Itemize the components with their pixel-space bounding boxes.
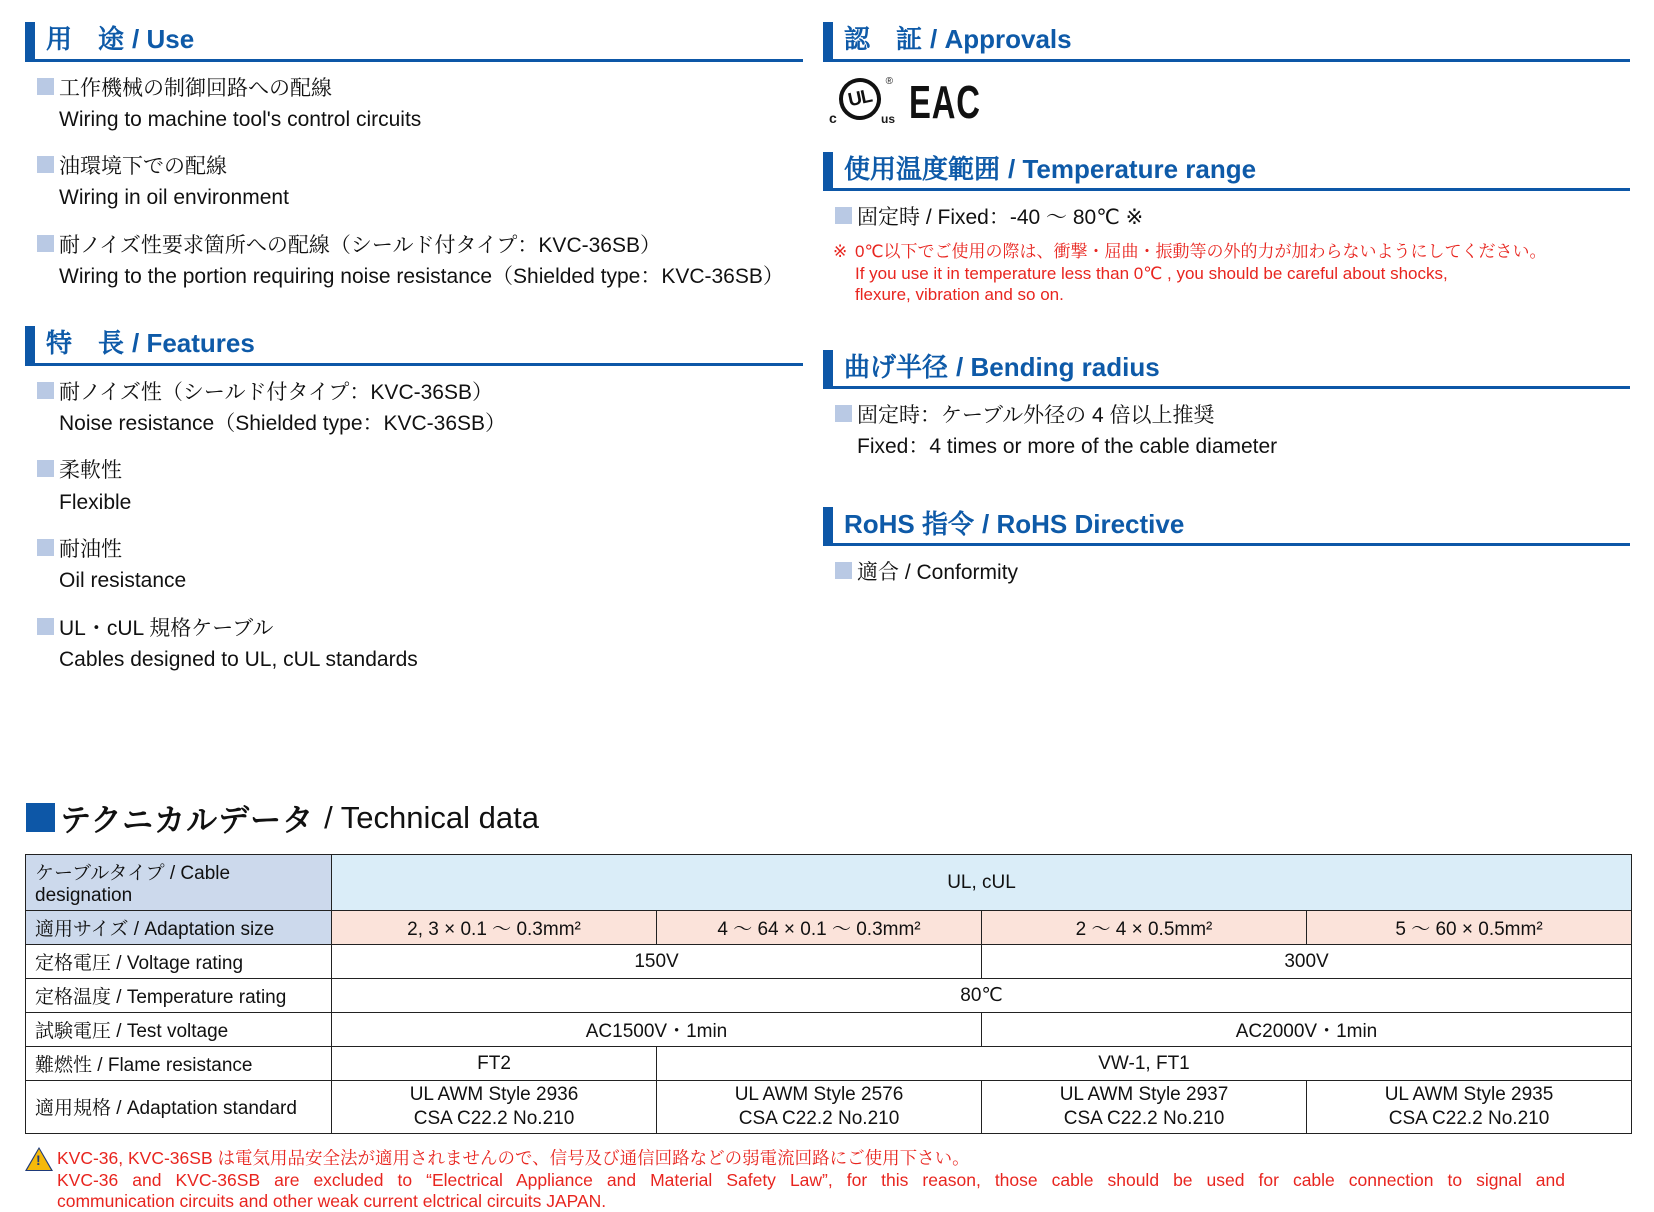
rohs-title-en: / RoHS Directive (982, 508, 1185, 539)
rohs-title-jp: RoHS 指令 (844, 508, 975, 539)
table-row-cable-designation (26, 855, 1632, 911)
adaptation-standard-1 (332, 1081, 657, 1134)
warning-en-line1: KVC-36 and KVC-36SB are excluded to “Electrical Appliance and Material Safety Law”, for this reason, those cable should be used for cable connection to signal and (57, 1169, 1565, 1190)
cULus-us: us (880, 111, 895, 126)
bullet-square-icon (37, 539, 54, 556)
temperature-note-en1: If you use it in temperature less than 0℃ , you should be careful about shocks, (855, 263, 1448, 283)
left-column (25, 22, 803, 693)
section-use (25, 22, 803, 290)
feature-item-1-jp: 耐ノイズ性（シールド付タイプ：KVC-36SB） (59, 380, 493, 404)
standard-line-1: UL AWM Style 2576 (734, 1084, 904, 1106)
use-item-3-jp: 耐ノイズ性要求箇所への配線（シールド付タイプ：KVC-36SB） (59, 233, 661, 257)
temperature-note (833, 241, 1630, 305)
approvals-section-header (823, 22, 1630, 62)
standard-line-2: CSA C22.2 No.210 (1063, 1107, 1225, 1129)
adaptation-size-3: 2 ～ 4 × 0.5mm² (982, 911, 1307, 945)
flame-resistance-1: FT2 (332, 1047, 657, 1081)
feature-item-2-jp: 柔軟性 (59, 459, 122, 483)
use-title-jp: 用 途 (46, 24, 125, 54)
rohs-item (835, 559, 1630, 586)
adaptation-standard-3 (982, 1081, 1307, 1134)
temperature-note-mark: ※ (833, 242, 848, 262)
feature-item-3-en: Oil resistance (59, 569, 187, 593)
use-item-1-en: Wiring to machine tool's control circuits (59, 107, 422, 131)
bottom-warning-note (27, 1148, 1630, 1212)
technical-data-title (26, 795, 1630, 840)
feature-item-4-jp: UL・cUL 規格ケーブル (59, 616, 274, 640)
table-row-voltage-rating (26, 945, 1632, 979)
right-column (823, 22, 1630, 693)
adaptation-size-1: 2, 3 × 0.1 ～ 0.3mm² (332, 911, 657, 945)
row-label: 定格温度 / Temperature rating (26, 979, 332, 1013)
use-item-3-en: Wiring to the portion requiring noise resistance（Shielded type：KVC-36SB） (59, 264, 784, 288)
cable-designation-value: UL, cUL (332, 855, 1632, 911)
section-bending (823, 350, 1630, 461)
use-section-header (25, 22, 803, 62)
standard-line-1: UL AWM Style 2937 (1059, 1084, 1229, 1106)
bending-item-en: Fixed：4 times or more of the cable diameter (857, 435, 1278, 459)
cULus-logo-icon (829, 76, 895, 126)
section-temperature (823, 152, 1630, 306)
bullet-square-icon (37, 382, 54, 399)
row-label: 試験電圧 / Test voltage (26, 1013, 332, 1047)
feature-item-1 (37, 379, 803, 438)
temperature-rating-value: 80℃ (332, 979, 1632, 1013)
warning-triangle-icon (27, 1149, 51, 1170)
row-label: 定格電圧 / Voltage rating (26, 945, 332, 979)
eac-logo-icon: EAC (909, 77, 981, 128)
bullet-square-icon (37, 460, 54, 477)
section-rohs (823, 507, 1630, 587)
table-row-adaptation-standard (26, 1081, 1632, 1134)
bullet-square-icon (835, 207, 852, 224)
test-voltage-2: AC2000V・1min (982, 1013, 1632, 1047)
feature-item-3 (37, 536, 803, 595)
adaptation-standard-2 (657, 1081, 982, 1134)
feature-item-1-en: Noise resistance（Shielded type：KVC-36SB） (59, 412, 507, 436)
temperature-note-jp: 0℃以下でご使用の際は、衝撃・屈曲・振動等の外的力が加わらないようにしてください。 (855, 242, 1547, 262)
use-item-2-en: Wiring in oil environment (59, 186, 289, 210)
use-item-1-jp: 工作機械の制御回路への配線 (59, 76, 332, 100)
adaptation-standard-4 (1307, 1081, 1632, 1134)
standard-line-2: CSA C22.2 No.210 (1388, 1107, 1550, 1129)
temperature-item (835, 204, 1630, 231)
bullet-square-icon (37, 156, 54, 173)
standard-line-1: UL AWM Style 2936 (409, 1084, 579, 1106)
section-marker-icon (26, 803, 55, 832)
technical-data-table (25, 854, 1632, 1134)
warning-en-line2: communication circuits and other weak current elctrical circuits JAPAN. (57, 1191, 607, 1211)
standard-line-2: CSA C22.2 No.210 (413, 1107, 575, 1129)
table-row-test-voltage (26, 1013, 1632, 1047)
feature-item-4-en: Cables designed to UL, cUL standards (59, 647, 418, 671)
table-row-adaptation-size (26, 911, 1632, 945)
features-section-header (25, 326, 803, 366)
top-columns (25, 22, 1630, 693)
adaptation-size-2: 4 ～ 64 × 0.1 ～ 0.3mm² (657, 911, 982, 945)
row-label: 難燃性 / Flame resistance (26, 1047, 332, 1081)
row-label: ケーブルタイプ / Cable designation (26, 855, 332, 911)
bending-item-jp: 固定時：ケーブル外径の 4 倍以上推奨 (857, 404, 1215, 428)
cULus-c: c (829, 109, 837, 126)
bullet-square-icon (37, 235, 54, 252)
section-approvals (823, 22, 1630, 126)
temperature-title-jp: 使用温度範囲 (844, 153, 1001, 184)
temperature-section-header (823, 152, 1630, 192)
flame-resistance-2: VW-1, FT1 (657, 1047, 1632, 1081)
rohs-item-text: 適合 / Conformity (857, 561, 1019, 585)
table-row-temperature-rating (26, 979, 1632, 1013)
approvals-title-en: / Approvals (930, 24, 1072, 54)
bullet-square-icon (835, 405, 852, 422)
features-title-jp: 特 長 (46, 328, 125, 359)
standard-line-1: UL AWM Style 2935 (1384, 1084, 1554, 1106)
section-technical-data (25, 795, 1630, 1212)
voltage-rating-1: 150V (332, 945, 982, 979)
feature-item-2 (37, 457, 803, 516)
bending-title-jp: 曲げ半径 (844, 351, 949, 382)
standard-line-2: CSA C22.2 No.210 (738, 1107, 900, 1129)
cULus-registered: ® (885, 75, 893, 87)
feature-item-2-en: Flexible (59, 490, 132, 514)
use-item-2-jp: 油環境下での配線 (59, 155, 227, 179)
bending-title-en: / Bending radius (956, 351, 1160, 382)
feature-item-4 (37, 615, 803, 674)
voltage-rating-2: 300V (982, 945, 1632, 979)
use-item-2 (37, 153, 803, 212)
row-label: 適用規格 / Adaptation standard (26, 1081, 332, 1134)
bullet-square-icon (37, 78, 54, 95)
temperature-note-en2: flexure, vibration and so on. (855, 285, 1064, 305)
technical-title-jp: テクニカルデータ (60, 803, 315, 839)
bullet-square-icon (37, 618, 54, 635)
features-title-en: / Features (132, 328, 255, 359)
rohs-section-header (823, 507, 1630, 547)
use-title-en: / Use (132, 24, 195, 54)
temperature-item-text: 固定時 / Fixed：-40 ～ 80℃ ※ (857, 206, 1144, 229)
technical-title-en: / Technical data (324, 799, 539, 835)
warning-jp: KVC-36, KVC-36SB は電気用品安全法が適用されませんので、信号及び通信回路などの弱電流回路にご使用下さい。 (57, 1147, 970, 1168)
temperature-title-en: / Temperature range (1008, 153, 1257, 184)
row-label: 適用サイズ / Adaptation size (26, 911, 332, 945)
table-row-flame-resistance (26, 1047, 1632, 1081)
adaptation-size-4: 5 ～ 60 × 0.5mm² (1307, 911, 1632, 945)
bending-section-header (823, 350, 1630, 390)
bending-item (835, 402, 1630, 461)
approvals-title-jp: 認 証 (844, 24, 923, 54)
approvals-logos (829, 74, 1630, 126)
cULus-ul: UL (835, 74, 885, 124)
test-voltage-1: AC1500V・1min (332, 1013, 982, 1047)
use-item-1 (37, 75, 803, 134)
bullet-square-icon (835, 562, 852, 579)
section-features (25, 326, 803, 673)
use-item-3 (37, 232, 803, 291)
feature-item-3-jp: 耐油性 (59, 537, 122, 561)
